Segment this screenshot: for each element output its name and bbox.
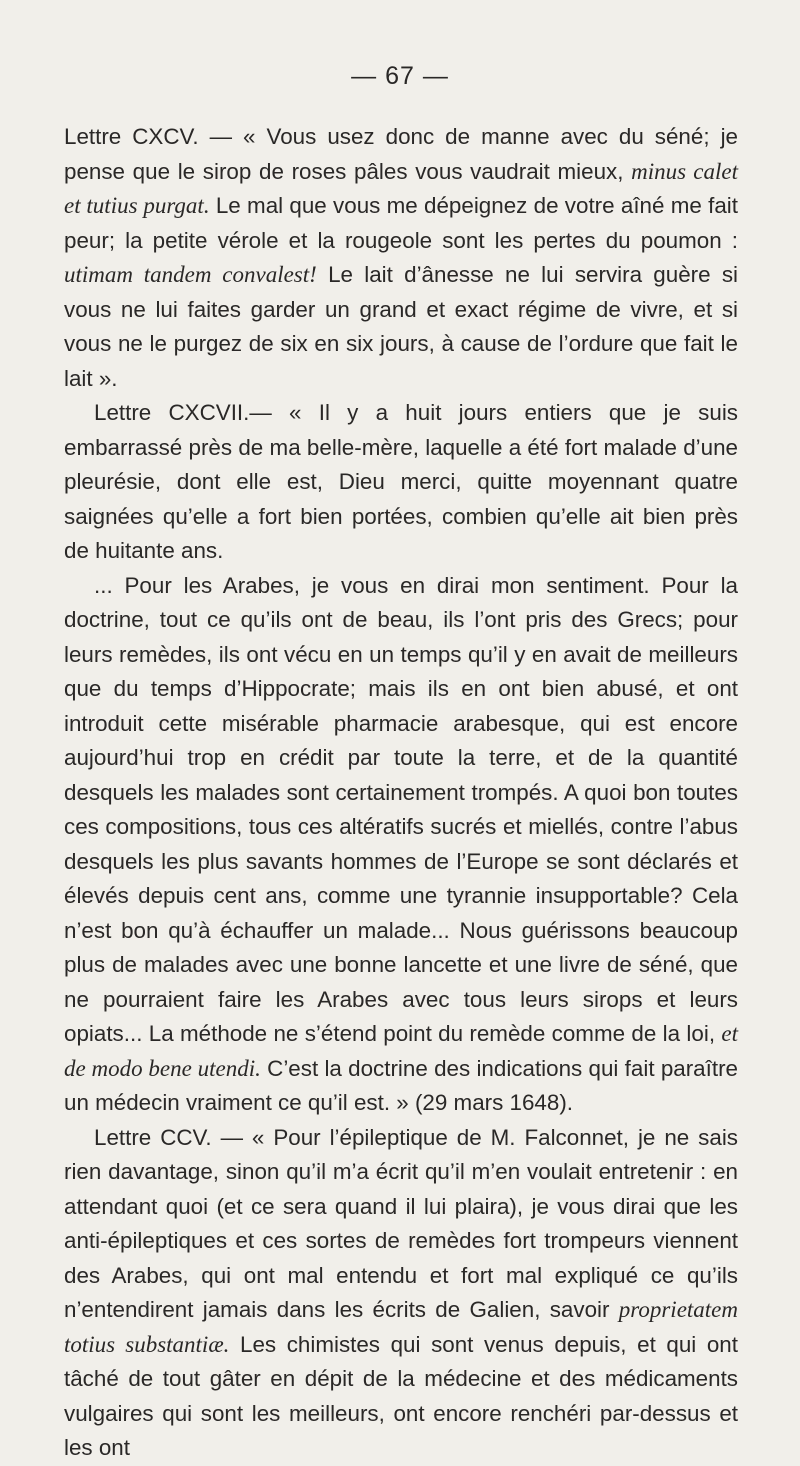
text-run: Les chimistes qui sont venus depuis, et qui ont tâché de tout gâter en dépit de la médecine et des médicaments vulgaires qui sont les meilleurs, ont encore renchéri par-dessus et les ont [64,1331,738,1460]
text-run: Lettre CCV. — « Pour l’épileptique de M. Falconnet, je ne sais rien davantage, sinon qu’il m’a écrit qu’il m’en voulait entretenir : en attendant quoi (et ce sera quand il lui plaira), je vous dirai que les anti-épileptiques et ces sortes de remèdes fort trompeurs viennent des Arabes, qui ont mal entendu et fort mal expliqué ce qu’ils n’entendirent jamais dans les écrits de Galien, savoir [64,1124,738,1322]
latin-phrase: proprietatem totius substantiæ. [64,1297,738,1357]
page-number: — 67 — [351,62,449,90]
latin-phrase: minus calet et tutius purgat. [64,158,738,218]
text-run: Le lait d’ânesse ne lui servira guère si vous ne lui faites garder un grand et exact régime de vivre, et si vous ne le purgez de six en six jours, à cause de l’ordure que fait le lait ». [64,262,738,391]
paragraph-arabes [64,569,738,1121]
paragraph-lettre-ccv [64,1121,738,1466]
latin-phrase: utimam tandem convalest! [64,262,317,287]
text-run: Le mal que vous me dépeignez de votre aîné me fait peur; la petite vérole et la rougeole sont les pertes du poumon : [64,193,738,253]
paragraph-lettre-cxcvii [64,396,738,569]
paragraph-lettre-cxcv [64,120,738,396]
text-run: Lettre CXCVII.— « Il y a huit jours entiers que je suis embarrassé près de ma belle-mère, laquelle a été fort malade d’une pleurésie, dont elle est, Dieu merci, quitte moyennant quatre saignées qu’elle a fort bien portées, combien qu’elle ait bien près de huitante ans. [64,400,738,563]
body-text [64,120,738,1466]
text-run: Lettre CXCV. — « Vous usez donc de manne avec du séné; je pense que le sirop de roses pâles vous vaudrait mieux, [64,124,738,184]
latin-phrase: et de modo bene utendi. [64,1021,738,1081]
text-run: ... Pour les Arabes, je vous en dirai mon sentiment. Pour la doctrine, tout ce qu’ils ont de beau, ils l’ont pris des Grecs; pour leurs remèdes, ils ont vécu en un temps qu’il y en avait de meilleurs que du temps d’Hippocrate; mais ils en ont bien abusé, et ont introduit cette misérable pharmacie arabesque, qui est encore aujourd’hui trop en crédit par toute la terre, et de la quantité desquels les malades sont certainement trompés. A quoi bon toutes ces compositions, tous ces altératifs sucrés et miellés, contre l’abus desquels les plus savants hommes de l’Europe se sont déclarés et élevés depuis cent ans, comme une tyrannie insupportable? Cela n’est bon qu’à échauffer un malade... Nous guérissons beaucoup plus de malades avec une bonne lancette et une livre de séné, que ne pourraient faire les Arabes avec tous leurs sirops et leurs opiats... La méthode ne s’étend point du remède comme de la loi, [64,572,738,1046]
text-run: C’est la doctrine des indications qui fait paraître un médecin vraiment ce qu’il est. » (29 mars 1648). [64,1055,738,1115]
